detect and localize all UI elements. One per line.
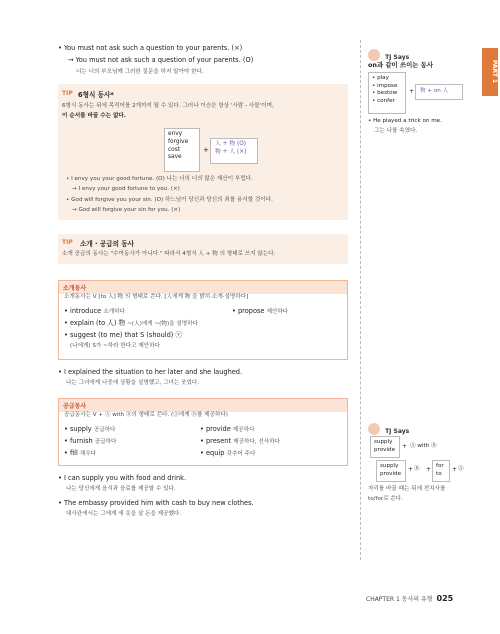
side2-row2-obj: Ⓑ xyxy=(414,466,420,472)
tip1-verb: forgive xyxy=(168,138,189,145)
tip1-ex1: • I envy you your good fortune. (O) 나는 너의 너의 많은 재산이 부럽다. xyxy=(66,176,253,182)
side2-prep: to xyxy=(436,470,442,477)
side2-verb: provide xyxy=(374,446,396,453)
side1-pattern: 物 + on 人 xyxy=(420,88,449,94)
plus-sign: + xyxy=(452,466,458,473)
example-supply: • I can supply you with food and drink. xyxy=(58,474,187,482)
side2-note2: to/for로 쓴다. xyxy=(368,496,403,502)
tj-avatar-icon xyxy=(368,49,380,61)
side2-prep-box xyxy=(432,460,450,482)
side2-row1-obj: Ⓐ with Ⓑ xyxy=(410,443,437,449)
part-tab xyxy=(482,48,498,96)
tj-avatar-icon xyxy=(368,423,380,435)
intro-verb-item xyxy=(64,319,198,329)
plus-sign: + xyxy=(402,443,408,450)
side1-verb: • bestow xyxy=(372,90,398,97)
tip2-desc: 소개 공급의 동사는 "수여동사가 아니다." 따라서 4형식 人 + 物 의 형태로 쓰지 않는다. xyxy=(62,251,276,257)
supply-verb-en: • equip xyxy=(200,449,225,457)
tj-says-label: TJ Says xyxy=(385,428,410,435)
intro-verb-sub: (나에게) S가 ~하라 한다고 제안하다 xyxy=(70,343,160,349)
tip2-title: 소개 · 공급의 동사 xyxy=(80,240,134,248)
tip1-verb: cost xyxy=(168,146,181,153)
side2-verb: supply xyxy=(380,463,399,469)
tj-says-2 xyxy=(368,418,409,437)
intro-verb-ko: ~(人)에게 ~(物)을 설명하다 xyxy=(127,321,198,327)
plus-sign: + xyxy=(203,146,209,154)
side2-verb: supply xyxy=(374,439,393,445)
supply-verb-ko: 갖추어 주다 xyxy=(226,451,256,457)
supply-verb-ko: 공급하다 xyxy=(94,439,117,445)
supply-verb-en: • provide xyxy=(200,425,231,433)
intro-verb-item xyxy=(232,307,288,317)
page-number: 025 xyxy=(436,594,454,603)
side1-verb: • impose xyxy=(372,82,398,89)
intro-verb-desc: 소개동사는 V [to 人] 物 의 형태로 쓴다. [人에게 物 을 밝히·소개·설명하다] xyxy=(64,294,249,300)
supply-verb-item xyxy=(200,437,280,447)
side1-verb-box xyxy=(368,72,406,114)
footer-chapter: CHAPTER 1 동사의 유형 xyxy=(366,596,433,603)
supply-verb-item xyxy=(64,425,115,435)
tip1-ex2: • God will forgive you your sin. (O) 하느님이 당신과 당신의 죄를 용서할 것이다. xyxy=(66,197,273,203)
column-divider xyxy=(360,40,361,560)
supply-verb-desc: 공급동사는 V + Ⓐ with Ⓑ의 형태로 쓴다. (Ⓐ에게 Ⓑ를 제공하다) xyxy=(64,412,228,418)
example-explained-ko: 나는 그녀에게 나중에 상황을 설명했고, 그녀는 웃었다. xyxy=(66,380,200,386)
intro-verb-item xyxy=(64,307,125,317)
supply-verb-item xyxy=(200,449,255,459)
example-provided: • The embassy provided him with cash to buy new clothes. xyxy=(58,499,254,507)
side1-pattern-box xyxy=(415,84,463,100)
supply-verb-ko: 공급하다 xyxy=(93,427,116,433)
tip1-verb-box xyxy=(164,128,200,172)
supply-verb-en: • fill xyxy=(64,449,78,457)
tip1-verb: envy xyxy=(168,131,183,137)
tip1-verb: save xyxy=(168,154,182,161)
part-tab-label: PART 1 xyxy=(491,60,498,84)
intro-ko: 너는 너의 부모님께 그러한 질문을 하지 말아야 한다. xyxy=(76,69,204,75)
side2-prep: for xyxy=(436,463,444,469)
example-explained: • I explained the situation to her later and she laughed. xyxy=(58,368,243,376)
tj-says-label: TJ Says xyxy=(385,54,410,61)
tip2-label: TIP xyxy=(62,239,73,246)
plus-sign: + xyxy=(408,466,414,473)
intro-verb-ko: 소개하다 xyxy=(103,309,125,315)
intro-verb-head: 소개동사 xyxy=(59,281,347,294)
tip1-title: 6형식 동사* xyxy=(78,91,114,99)
side1-verb: • play xyxy=(372,75,389,81)
intro-verb-en: • propose xyxy=(232,307,265,315)
tip1-ex2b: → God will forgive your sin for you. (×) xyxy=(72,207,181,213)
side2-row2-verbs xyxy=(376,460,406,482)
side1-title: on과 같이 쓰이는 동사 xyxy=(368,61,434,69)
side2-row1-verbs xyxy=(370,436,400,458)
side2-note1: 자리를 바꿀 때는 뒤에 전치사를 xyxy=(368,486,446,492)
supply-verb-en: • present xyxy=(200,437,232,445)
plus-sign: + xyxy=(426,466,432,473)
supply-verb-ko: 제공하다 xyxy=(232,427,255,433)
tip1-label: TIP xyxy=(62,90,73,97)
footer xyxy=(366,594,453,603)
intro-verb-item xyxy=(64,331,182,340)
supply-verb-item xyxy=(64,449,96,459)
supply-verb-item xyxy=(200,425,254,435)
supply-verb-item xyxy=(64,437,116,447)
side1-exko: 그는 나를 속였다. xyxy=(374,128,418,134)
side2-row2-obj2: Ⓐ xyxy=(458,466,464,472)
intro-verb-en: • suggest (to me) that S (should) ⓥ xyxy=(64,331,183,339)
intro-verb-en: • explain (to 人) 物 xyxy=(64,319,126,327)
intro-verb-en: • introduce xyxy=(64,307,102,315)
side1-verb: • confer xyxy=(372,97,395,104)
intro-verb-ko: 제안하다 xyxy=(266,309,289,315)
side1-ex: • He played a trick on me. xyxy=(368,118,442,124)
supply-verb-en: • supply xyxy=(64,425,92,433)
supply-verb-head: 공급동사 xyxy=(59,399,347,412)
side2-verb: provide xyxy=(380,470,402,477)
tip1-desc2: 이 순서를 바꿀 수는 없다. xyxy=(62,113,126,119)
example-provided-ko: 대사관에서는 그에게 새 옷을 살 돈을 제공했다. xyxy=(66,511,182,517)
supply-verb-ko: 제공하다, 선사하다 xyxy=(233,439,280,445)
tip1-pattern-bad: 物 + 人 (×) xyxy=(215,148,247,155)
supply-verb-ko: 채우다 xyxy=(79,451,97,457)
intro-wrong: • You must not ask such a question to your parents. (×) xyxy=(58,44,243,52)
tip1-pattern-box xyxy=(210,138,258,164)
example-supply-ko: 나는 당신에게 음식과 음료를 제공할 수 있다. xyxy=(66,486,176,492)
tip1-pattern-ok: 人 + 物 (O) xyxy=(215,141,247,147)
tip1-ex1b: → I envy your good fortune to you. (×) xyxy=(72,186,180,192)
intro-right: → You must not ask such a question of your parents. (O) xyxy=(68,56,254,64)
supply-verb-en: • furnish xyxy=(64,437,93,445)
plus-sign: + xyxy=(409,88,415,95)
tip1-desc1: 6형식 동사는 뒤에 목적어를 2개까지 될 수 있다. 그러나 이승은 항상 '사람 - 사물'이며, xyxy=(62,103,274,109)
